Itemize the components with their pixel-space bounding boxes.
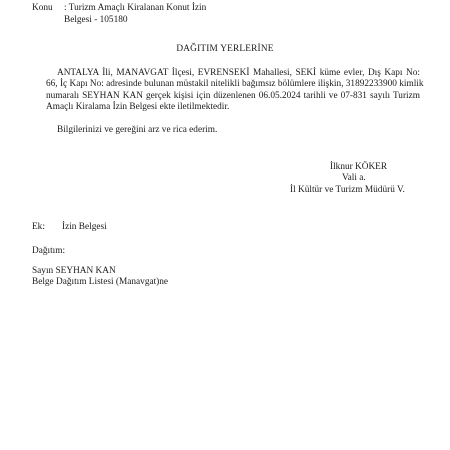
konu-subject-line1: : Turizm Amaçlı Kiralanan Konut İzin <box>64 3 207 13</box>
signature-title-vali: Vali a. <box>342 173 366 183</box>
recipient-item: Sayın SEYHAN KAN <box>32 266 116 276</box>
body-line: numaralı SEYHAN KAN gerçek kişisi için düzenlenen 06.05.2024 tarihli ve 07-831 sayılı Turizm <box>46 90 420 101</box>
konu-label: Konu <box>32 3 53 13</box>
signature-title-mudur: İl Kültür ve Turizm Müdürü V. <box>290 185 405 195</box>
attachment-value: İzin Belgesi <box>62 222 107 232</box>
body-line: Amaçlı Kiralama İzin Belgesi ekte iletilmektedir. <box>46 101 230 112</box>
distribution-label: Dağıtım: <box>32 246 66 256</box>
konu-subject-line2: Belgesi - 105180 <box>64 15 128 25</box>
body-line: ANTALYA İli, MANAVGAT İlçesi, EVRENSEKİ Mahallesi, SEKİ küme evler, Dış Kapı No: <box>57 68 420 78</box>
distribution-heading: DAĞITIM YERLERİNE <box>176 44 274 54</box>
attachment-label: Ek: <box>32 222 45 232</box>
signature-name: İlknur KÖKER <box>330 162 388 172</box>
recipient-item: Belge Dağıtım Listesi (Manavgat)ne <box>32 277 169 287</box>
body-line: 66, İç Kapı No: adresinde bulunan müstakil nitelikli bağımsız bölümlere ilişkin, 31892233900 kimlik <box>46 79 424 90</box>
closing-sentence: Bilgilerinizi ve gereğini arz ve rica ederim. <box>57 125 218 135</box>
body-paragraph <box>46 68 424 113</box>
